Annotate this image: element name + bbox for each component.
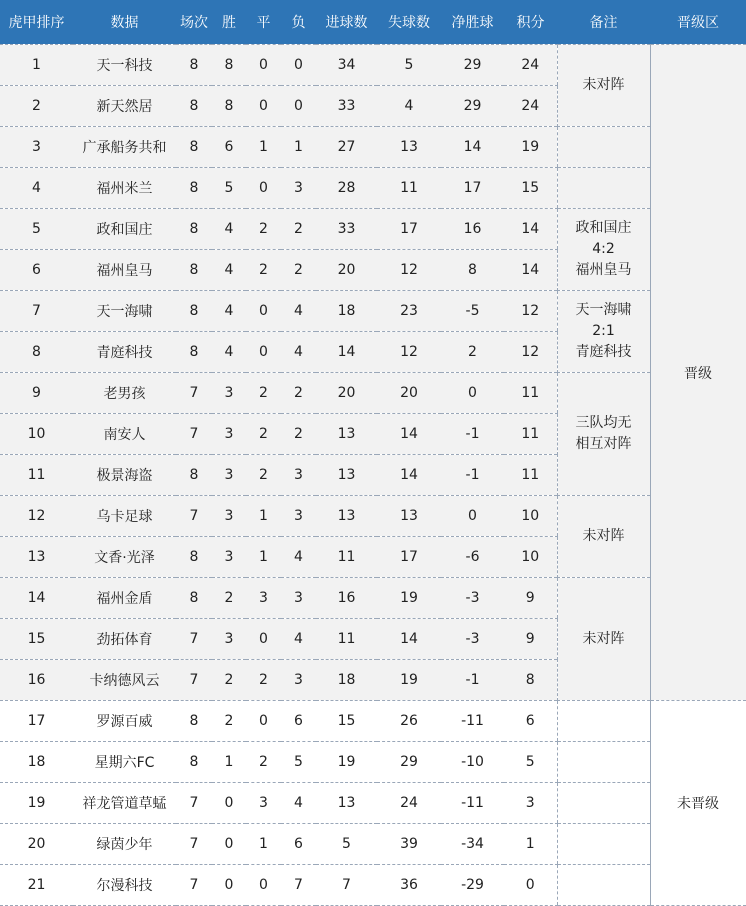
col-played-header: 场次 <box>176 0 212 45</box>
lost-cell: 2 <box>281 209 316 250</box>
points-cell: 10 <box>504 537 557 578</box>
won-cell: 0 <box>212 824 246 865</box>
goals-against-cell: 12 <box>377 250 441 291</box>
played-cell: 8 <box>176 168 212 209</box>
goal-diff-cell: -1 <box>441 455 504 496</box>
drawn-cell: 2 <box>246 414 281 455</box>
goal-diff-cell: 17 <box>441 168 504 209</box>
goal-diff-cell: -1 <box>441 660 504 701</box>
goal-diff-cell: -1 <box>441 414 504 455</box>
drawn-cell: 1 <box>246 537 281 578</box>
rank-cell: 3 <box>0 127 73 168</box>
note-line: 2:1 <box>592 323 615 339</box>
note-line: 未对阵 <box>582 77 625 93</box>
lost-cell: 4 <box>281 537 316 578</box>
goal-diff-cell: -10 <box>441 742 504 783</box>
played-cell: 8 <box>176 45 212 86</box>
table-row <box>0 291 746 332</box>
goals-against-cell: 19 <box>377 660 441 701</box>
team-name-cell: 极景海盗 <box>73 455 176 496</box>
team-name-cell: 广承船务共和 <box>73 127 176 168</box>
rank-cell: 15 <box>0 619 73 660</box>
goals-against-cell: 39 <box>377 824 441 865</box>
rank-cell: 4 <box>0 168 73 209</box>
rank-cell: 6 <box>0 250 73 291</box>
goals-for-cell: 16 <box>316 578 377 619</box>
won-cell: 2 <box>212 578 246 619</box>
eliminated-zone-cell: 未晋级 <box>650 701 746 906</box>
goals-against-cell: 26 <box>377 701 441 742</box>
won-cell: 4 <box>212 332 246 373</box>
points-cell: 10 <box>504 496 557 537</box>
note-cell <box>557 45 650 127</box>
goal-diff-cell: -3 <box>441 578 504 619</box>
team-name-cell: 祥龙管道草蜢 <box>73 783 176 824</box>
goals-for-cell: 13 <box>316 783 377 824</box>
goals-for-cell: 5 <box>316 824 377 865</box>
rank-cell: 12 <box>0 496 73 537</box>
won-cell: 3 <box>212 496 246 537</box>
goal-diff-cell: 8 <box>441 250 504 291</box>
goals-for-cell: 18 <box>316 291 377 332</box>
points-cell: 1 <box>504 824 557 865</box>
played-cell: 7 <box>176 373 212 414</box>
table-row <box>0 578 746 619</box>
points-cell: 6 <box>504 701 557 742</box>
drawn-cell: 0 <box>246 168 281 209</box>
drawn-cell: 2 <box>246 455 281 496</box>
note-cell <box>557 168 650 209</box>
drawn-cell: 0 <box>246 701 281 742</box>
goals-against-cell: 23 <box>377 291 441 332</box>
lost-cell: 1 <box>281 127 316 168</box>
drawn-cell: 1 <box>246 496 281 537</box>
lost-cell: 6 <box>281 824 316 865</box>
played-cell: 7 <box>176 496 212 537</box>
rank-cell: 21 <box>0 865 73 906</box>
note-cell <box>557 291 650 373</box>
drawn-cell: 2 <box>246 209 281 250</box>
note-cell <box>557 742 650 783</box>
points-cell: 11 <box>504 455 557 496</box>
lost-cell: 2 <box>281 250 316 291</box>
played-cell: 8 <box>176 86 212 127</box>
goals-for-cell: 11 <box>316 537 377 578</box>
col-won-header: 胜 <box>212 0 246 45</box>
team-name-cell: 乌卡足球 <box>73 496 176 537</box>
note-line: 未对阵 <box>582 528 625 544</box>
drawn-cell: 1 <box>246 127 281 168</box>
rank-cell: 10 <box>0 414 73 455</box>
lost-cell: 3 <box>281 660 316 701</box>
col-zone-header: 晋级区 <box>650 0 746 45</box>
goals-for-cell: 11 <box>316 619 377 660</box>
played-cell: 8 <box>176 250 212 291</box>
lost-cell: 3 <box>281 168 316 209</box>
played-cell: 7 <box>176 660 212 701</box>
note-line: 未对阵 <box>582 630 625 647</box>
team-name-cell: 天一海啸 <box>73 291 176 332</box>
goals-for-cell: 18 <box>316 660 377 701</box>
goal-diff-cell: 29 <box>441 45 504 86</box>
note-cell <box>557 824 650 865</box>
lost-cell: 4 <box>281 291 316 332</box>
table-row <box>0 865 746 906</box>
note-line: 青庭科技 <box>575 344 632 360</box>
won-cell: 8 <box>212 45 246 86</box>
note-cell <box>557 127 650 168</box>
rank-cell: 19 <box>0 783 73 824</box>
points-cell: 24 <box>504 45 557 86</box>
table-row <box>0 168 746 209</box>
points-cell: 5 <box>504 742 557 783</box>
team-name-cell: 老男孩 <box>73 373 176 414</box>
lost-cell: 6 <box>281 701 316 742</box>
goals-against-cell: 29 <box>377 742 441 783</box>
table-row <box>0 742 746 783</box>
table-row <box>0 45 746 86</box>
goal-diff-cell: -6 <box>441 537 504 578</box>
col-notes-header: 备注 <box>557 0 650 45</box>
won-cell: 3 <box>212 619 246 660</box>
lost-cell: 2 <box>281 373 316 414</box>
drawn-cell: 0 <box>246 45 281 86</box>
goals-against-cell: 14 <box>377 414 441 455</box>
lost-cell: 3 <box>281 578 316 619</box>
drawn-cell: 2 <box>246 660 281 701</box>
goals-against-cell: 17 <box>377 209 441 250</box>
rank-cell: 16 <box>0 660 73 701</box>
col-rank-header: 虎甲排序 <box>0 0 73 45</box>
goals-against-cell: 19 <box>377 578 441 619</box>
goals-for-cell: 27 <box>316 127 377 168</box>
won-cell: 3 <box>212 537 246 578</box>
points-cell: 14 <box>504 209 557 250</box>
goals-for-cell: 13 <box>316 414 377 455</box>
goals-for-cell: 20 <box>316 250 377 291</box>
team-name-cell: 南安人 <box>73 414 176 455</box>
goals-against-cell: 17 <box>377 537 441 578</box>
won-cell: 4 <box>212 291 246 332</box>
won-cell: 2 <box>212 701 246 742</box>
lost-cell: 4 <box>281 783 316 824</box>
drawn-cell: 2 <box>246 373 281 414</box>
drawn-cell: 0 <box>246 86 281 127</box>
drawn-cell: 3 <box>246 783 281 824</box>
played-cell: 8 <box>176 742 212 783</box>
table-body <box>0 45 746 906</box>
points-cell: 9 <box>504 619 557 660</box>
won-cell: 3 <box>212 414 246 455</box>
table-row <box>0 701 746 742</box>
goals-against-cell: 13 <box>377 127 441 168</box>
played-cell: 8 <box>176 537 212 578</box>
goal-diff-cell: -3 <box>441 619 504 660</box>
rank-cell: 2 <box>0 86 73 127</box>
team-name-cell: 新天然居 <box>73 86 176 127</box>
points-cell: 11 <box>504 373 557 414</box>
goals-against-cell: 14 <box>377 619 441 660</box>
goal-diff-cell: -34 <box>441 824 504 865</box>
played-cell: 8 <box>176 455 212 496</box>
played-cell: 7 <box>176 783 212 824</box>
drawn-cell: 3 <box>246 578 281 619</box>
drawn-cell: 0 <box>246 619 281 660</box>
rank-cell: 17 <box>0 701 73 742</box>
note-line: 福州皇马 <box>575 262 632 278</box>
rank-cell: 13 <box>0 537 73 578</box>
team-name-cell: 劲拓体育 <box>73 619 176 660</box>
team-name-cell: 星期六FC <box>73 742 176 783</box>
goals-for-cell: 20 <box>316 373 377 414</box>
col-lost-header: 负 <box>281 0 316 45</box>
won-cell: 3 <box>212 455 246 496</box>
goals-against-cell: 5 <box>377 45 441 86</box>
goals-against-cell: 14 <box>377 455 441 496</box>
won-cell: 5 <box>212 168 246 209</box>
lost-cell: 0 <box>281 86 316 127</box>
note-cell <box>557 209 650 291</box>
played-cell: 7 <box>176 865 212 906</box>
goals-for-cell: 28 <box>316 168 377 209</box>
drawn-cell: 0 <box>246 332 281 373</box>
goal-diff-cell: 29 <box>441 86 504 127</box>
drawn-cell: 1 <box>246 824 281 865</box>
goals-against-cell: 13 <box>377 496 441 537</box>
team-name-cell: 卡纳德风云 <box>73 660 176 701</box>
note-cell <box>557 701 650 742</box>
played-cell: 8 <box>176 209 212 250</box>
goals-for-cell: 33 <box>316 86 377 127</box>
played-cell: 8 <box>176 332 212 373</box>
note-cell <box>557 865 650 906</box>
goal-diff-cell: 16 <box>441 209 504 250</box>
note-cell <box>557 373 650 496</box>
table-row <box>0 496 746 537</box>
goal-diff-cell: 14 <box>441 127 504 168</box>
goal-diff-cell: -11 <box>441 701 504 742</box>
lost-cell: 3 <box>281 496 316 537</box>
goals-against-cell: 20 <box>377 373 441 414</box>
rank-cell: 20 <box>0 824 73 865</box>
goal-diff-cell: 0 <box>441 373 504 414</box>
rank-cell: 14 <box>0 578 73 619</box>
goals-for-cell: 13 <box>316 455 377 496</box>
goals-for-cell: 33 <box>316 209 377 250</box>
lost-cell: 4 <box>281 619 316 660</box>
goals-against-cell: 11 <box>377 168 441 209</box>
won-cell: 1 <box>212 742 246 783</box>
team-name-cell: 青庭科技 <box>73 332 176 373</box>
rank-cell: 7 <box>0 291 73 332</box>
lost-cell: 4 <box>281 332 316 373</box>
drawn-cell: 2 <box>246 250 281 291</box>
points-cell: 11 <box>504 414 557 455</box>
played-cell: 8 <box>176 127 212 168</box>
goals-for-cell: 15 <box>316 701 377 742</box>
team-name-cell: 绿茵少年 <box>73 824 176 865</box>
rank-cell: 18 <box>0 742 73 783</box>
goal-diff-cell: -11 <box>441 783 504 824</box>
won-cell: 2 <box>212 660 246 701</box>
goals-for-cell: 13 <box>316 496 377 537</box>
table-row <box>0 783 746 824</box>
points-cell: 19 <box>504 127 557 168</box>
note-cell <box>557 578 650 701</box>
points-cell: 12 <box>504 332 557 373</box>
col-goal-diff-header: 净胜球 <box>441 0 504 45</box>
points-cell: 8 <box>504 660 557 701</box>
goals-for-cell: 34 <box>316 45 377 86</box>
lost-cell: 2 <box>281 414 316 455</box>
lost-cell: 5 <box>281 742 316 783</box>
col-goals-for-header: 进球数 <box>316 0 377 45</box>
points-cell: 14 <box>504 250 557 291</box>
lost-cell: 7 <box>281 865 316 906</box>
goals-for-cell: 14 <box>316 332 377 373</box>
goals-for-cell: 19 <box>316 742 377 783</box>
goals-against-cell: 4 <box>377 86 441 127</box>
points-cell: 3 <box>504 783 557 824</box>
played-cell: 8 <box>176 578 212 619</box>
note-line: 相互对阵 <box>575 436 632 452</box>
goal-diff-cell: -5 <box>441 291 504 332</box>
team-name-cell: 政和国庄 <box>73 209 176 250</box>
team-name-cell: 福州皇马 <box>73 250 176 291</box>
drawn-cell: 0 <box>246 865 281 906</box>
won-cell: 0 <box>212 783 246 824</box>
points-cell: 9 <box>504 578 557 619</box>
col-points-header: 积分 <box>504 0 557 45</box>
played-cell: 7 <box>176 414 212 455</box>
won-cell: 4 <box>212 209 246 250</box>
goals-against-cell: 36 <box>377 865 441 906</box>
rank-cell: 11 <box>0 455 73 496</box>
team-name-cell: 福州米兰 <box>73 168 176 209</box>
points-cell: 12 <box>504 291 557 332</box>
team-name-cell: 天一科技 <box>73 45 176 86</box>
drawn-cell: 0 <box>246 291 281 332</box>
table-row <box>0 824 746 865</box>
goals-for-cell: 7 <box>316 865 377 906</box>
goal-diff-cell: -29 <box>441 865 504 906</box>
lost-cell: 0 <box>281 45 316 86</box>
points-cell: 0 <box>504 865 557 906</box>
team-name-cell: 文香·光泽 <box>73 537 176 578</box>
col-goals-against-header: 失球数 <box>377 0 441 45</box>
note-line: 4:2 <box>592 241 615 257</box>
won-cell: 4 <box>212 250 246 291</box>
goal-diff-cell: 2 <box>441 332 504 373</box>
points-cell: 24 <box>504 86 557 127</box>
advanced-zone-cell: 晋级 <box>650 45 746 701</box>
team-name-cell: 罗源百威 <box>73 701 176 742</box>
table-row <box>0 209 746 250</box>
rank-cell: 5 <box>0 209 73 250</box>
goal-diff-cell: 0 <box>441 496 504 537</box>
table-header <box>0 0 746 45</box>
goals-against-cell: 12 <box>377 332 441 373</box>
note-cell <box>557 783 650 824</box>
note-line: 三队均无 <box>575 415 632 431</box>
goals-against-cell: 24 <box>377 783 441 824</box>
played-cell: 8 <box>176 291 212 332</box>
lost-cell: 3 <box>281 455 316 496</box>
played-cell: 7 <box>176 619 212 660</box>
table-row <box>0 373 746 414</box>
won-cell: 6 <box>212 127 246 168</box>
played-cell: 7 <box>176 824 212 865</box>
note-line: 政和国庄 <box>575 220 632 236</box>
col-drawn-header: 平 <box>246 0 281 45</box>
won-cell: 8 <box>212 86 246 127</box>
table-row <box>0 127 746 168</box>
rank-cell: 8 <box>0 332 73 373</box>
note-line: 天一海啸 <box>575 302 632 318</box>
team-name-cell: 尔漫科技 <box>73 865 176 906</box>
played-cell: 8 <box>176 701 212 742</box>
col-team-header: 数据 <box>73 0 176 45</box>
rank-cell: 1 <box>0 45 73 86</box>
won-cell: 0 <box>212 865 246 906</box>
note-cell <box>557 496 650 578</box>
drawn-cell: 2 <box>246 742 281 783</box>
points-cell: 15 <box>504 168 557 209</box>
won-cell: 3 <box>212 373 246 414</box>
rank-cell: 9 <box>0 373 73 414</box>
team-name-cell: 福州金盾 <box>73 578 176 619</box>
